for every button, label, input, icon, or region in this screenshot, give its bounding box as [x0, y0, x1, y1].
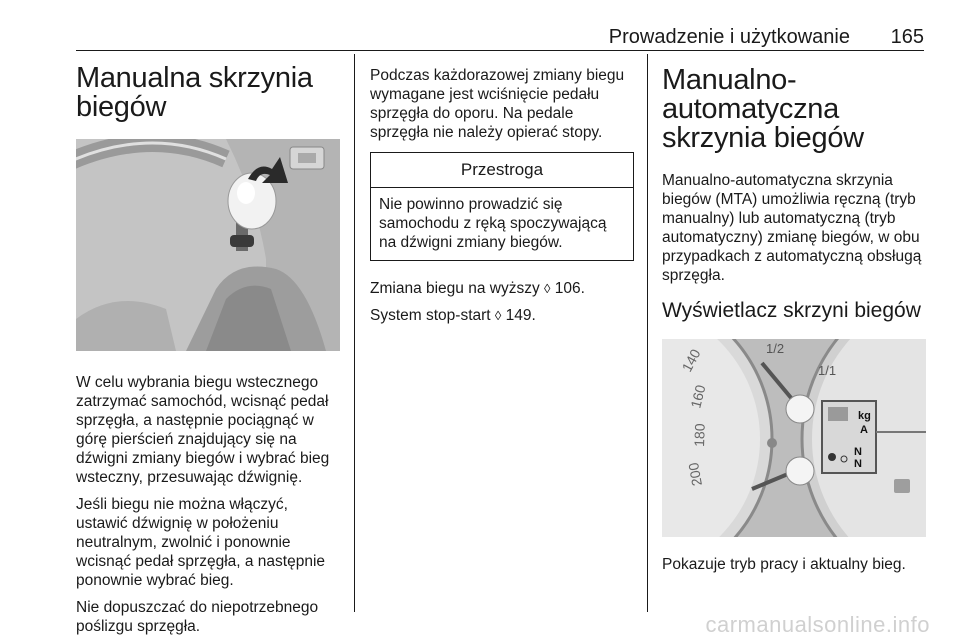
warning-icon [828, 453, 836, 461]
column-divider [647, 54, 648, 612]
paragraph: Manualno-automatyczna skrzynia biegów (MTA) umożliwia ręczną (tryb manualny) lub automatyczną (tryb automatyczny) zmianę biegów, w obu przypadkach z automatyczną obsługą sprzęgła. [662, 172, 922, 284]
display-mode: A [860, 424, 868, 436]
column-3 [662, 66, 926, 582]
fuel-icon [894, 479, 910, 493]
gear-display-illustration [662, 339, 926, 537]
reference-text: System stop-start [370, 307, 491, 324]
speed-tick: 140 [678, 346, 704, 375]
section-heading-mta: Manualno-automatyczna skrzynia biegów [662, 64, 864, 154]
paragraph: W celu wybrania biegu wstecznego zatrzymać samochód, wcisnąć pedał sprzęgła, a następnie pociągnąć w górę pierścień znajdujący się na dźwigni zmiany biegów i wybrać bieg wsteczny, przesuwając dźwignię. [76, 374, 330, 486]
cross-reference [370, 306, 634, 325]
running-title: Prowadzenie i użytkowanie [608, 26, 850, 48]
cross-reference [370, 279, 634, 298]
reference-text: Zmiana biegu na wyższy [370, 280, 540, 297]
gear-lever-illustration [76, 139, 340, 351]
caution-title: Przestroga [371, 153, 633, 188]
subheading-display: Wyświetlacz skrzyni biegów [662, 299, 921, 322]
display-gear: N [854, 446, 862, 458]
speed-tick: 180 [691, 423, 708, 448]
display-gear: N [854, 458, 862, 470]
paragraph: Jeśli biegu nie można włączyć, ustawić dźwignię w położeniu neutralnym, zwolnić i ponownie wcisnąć pedał sprzęgła, a następnie ponownie wybrać bieg. [76, 496, 326, 589]
header-rule [76, 50, 924, 51]
caution-box [370, 152, 634, 261]
display-load-label: kg [858, 410, 871, 422]
paragraph: Nie dopuszczać do niepotrzebnego poślizgu sprzęgła. [76, 599, 319, 635]
tach-tick: 1/2 [766, 341, 785, 356]
speed-tick: 160 [687, 383, 709, 410]
page-number: 165 [890, 26, 924, 48]
tach-tick: 1/1 [818, 363, 837, 378]
speed-tick: 200 [685, 461, 705, 488]
column-2 [370, 66, 634, 333]
paragraph: Podczas każdorazowej zmiany biegu wymagane jest wciśnięcie pedału sprzęgła do oporu. Na pedale sprzęgła nie należy opierać stopy. [370, 67, 625, 141]
reference-arrow-icon: ◊ [544, 281, 551, 296]
caution-text: Nie powinno prowadzić się samochodu z ręką spoczywającą na dźwigni zmiany biegów. [379, 196, 607, 251]
column-divider [354, 54, 355, 612]
figure-caption: Pokazuje tryb pracy i aktualny bieg. [662, 556, 906, 573]
lamp-icon [767, 438, 777, 448]
instrument-cluster-drawing [662, 339, 926, 537]
column-1 [76, 64, 342, 644]
section-heading-manual: Manualna skrzynia biegów [76, 62, 313, 123]
reference-arrow-icon: ◊ [494, 308, 502, 323]
watermark: carmanualsonline.info [705, 612, 930, 637]
reference-page[interactable]: 149. [505, 307, 536, 324]
gear-lever-drawing [76, 139, 340, 351]
reference-page[interactable]: 106. [554, 280, 585, 297]
